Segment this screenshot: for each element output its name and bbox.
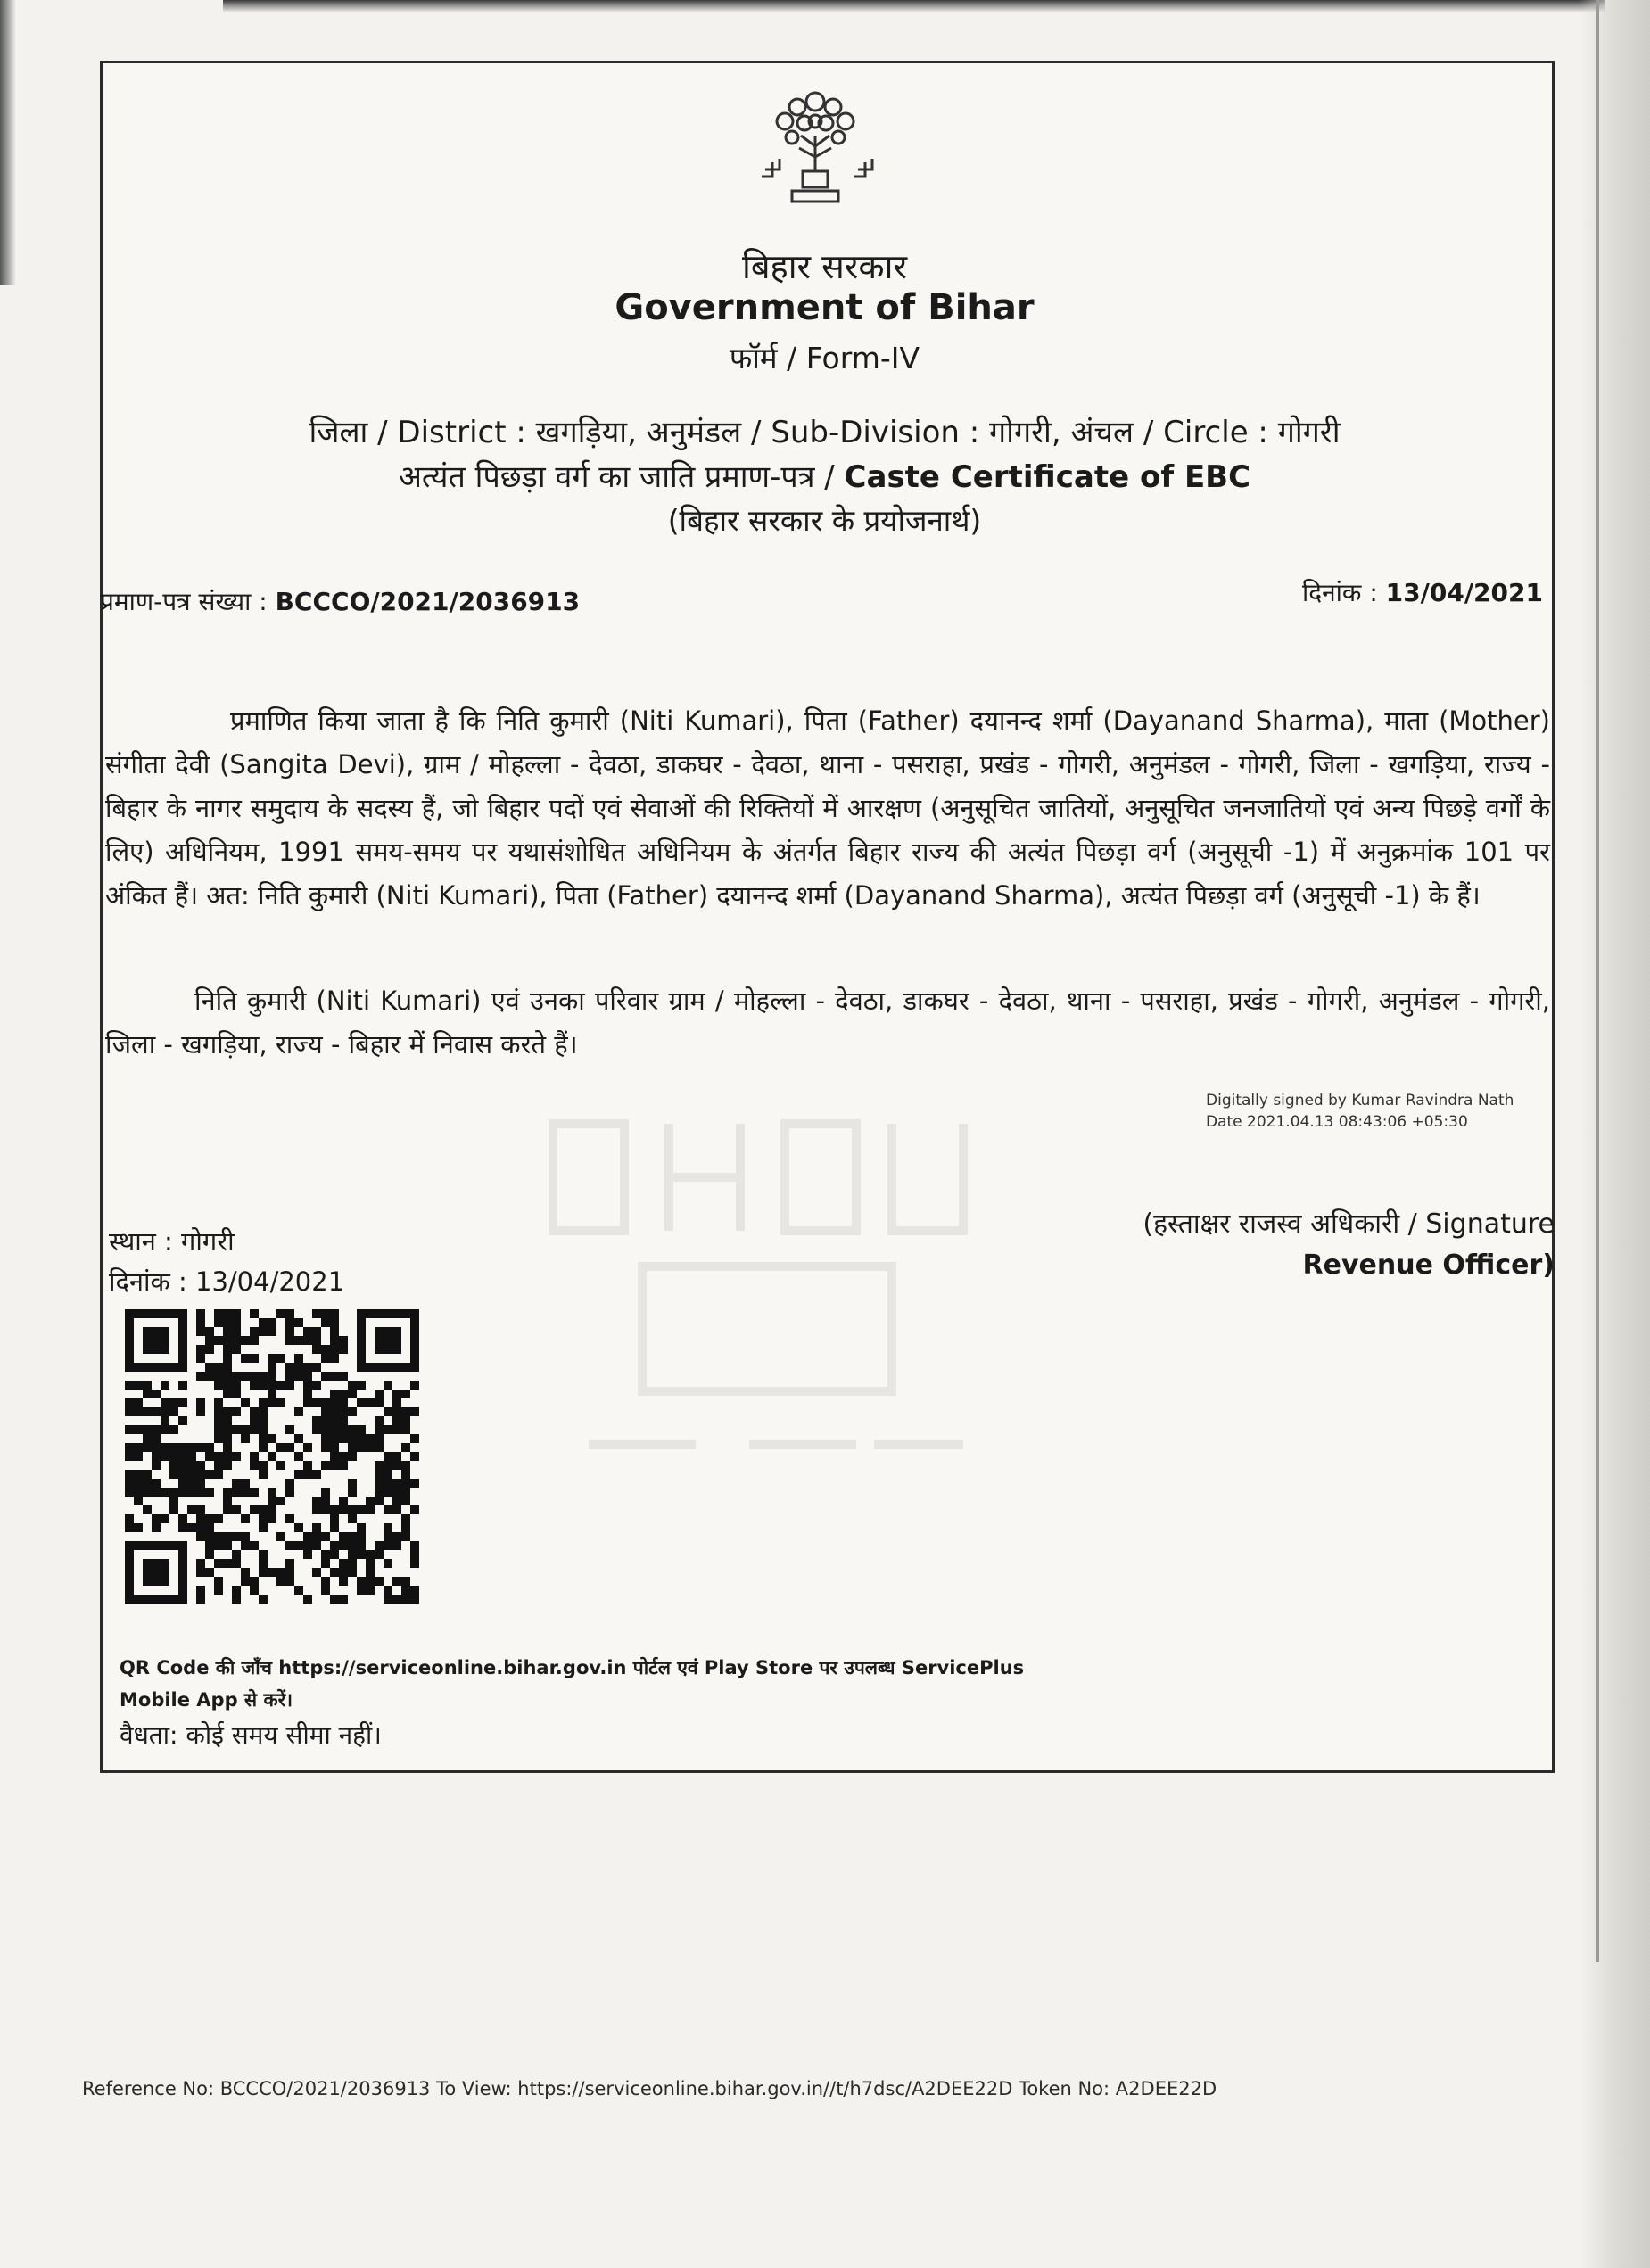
page-fold-line: [1596, 0, 1599, 1962]
location-line: [100, 410, 1549, 451]
scan-edge-top: [223, 0, 1605, 12]
subdivision-value: गोगरी,: [989, 415, 1061, 450]
place-label: स्थान : गोगरी: [109, 1226, 235, 1257]
qr-code-icon[interactable]: [125, 1309, 419, 1604]
certificate-title: [100, 455, 1549, 496]
district-label: जिला / District :: [309, 415, 526, 450]
date-label: दिनांक :: [1302, 578, 1378, 607]
govt-title-english: Government of Bihar: [615, 287, 1035, 328]
district-value: खगड़िया,: [535, 415, 637, 450]
place-date-block: [109, 1222, 344, 1302]
residence-paragraph: निति कुमारी (Niti Kumari) एवं उनका परिवार ग्राम / मोहल्ला - देवठा, डाकघर - देवठा, थाना - पसराहा, प्रखंड - गोगरी, अनुमंडल - गोगरी, जिला - खगड़िया, राज्य - बिहार में निवास करते हैं।: [105, 986, 1550, 1060]
issue-date-label: दिनांक : 13/04/2021: [109, 1266, 345, 1297]
subdivision-label: अनुमंडल / Sub-Division :: [646, 415, 980, 450]
govt-title-hindi: बिहार सरकार: [742, 247, 907, 286]
purpose-line: (बिहार सरकार के प्रयोजनार्थ): [667, 503, 982, 538]
qr-note-line-2: Mobile App से करें।: [120, 1689, 293, 1711]
reference-line: Reference No: BCCCO/2021/2036913 To View: https://serviceonline.bihar.gov.in//t/h7dsc/A2DEE22D Token No: A2DEE22D: [82, 2078, 1217, 2099]
certificate-title-english: Caste Certificate of EBC: [844, 459, 1251, 495]
signature-block: [1017, 1204, 1555, 1286]
circle-label: अंचल / Circle :: [1070, 415, 1268, 450]
signature-line-2: Revenue Officer): [1302, 1249, 1555, 1281]
qr-note-line-1: QR Code की जाँच https://serviceonline.bihar.gov.in पोर्टल एवं Play Store पर उपलब्ध ServicePlus: [120, 1657, 1025, 1678]
digital-signature-signer: Digitally signed by Kumar Ravindra Nath: [1206, 1092, 1514, 1109]
digital-signature: [1206, 1090, 1514, 1133]
validity-note: वैधता: कोई समय सीमा नहीं।: [120, 1720, 382, 1750]
bodhi-tree-emblem-icon: [747, 82, 883, 207]
watermark-emblem-icon: [535, 1088, 999, 1516]
signature-line-1: (हस्ताक्षर राजस्व अधिकारी / Signature: [1143, 1208, 1555, 1240]
circle-value: गोगरी: [1277, 415, 1341, 450]
date-value: 13/04/2021: [1385, 578, 1543, 607]
qr-verification-note: [120, 1652, 1101, 1716]
cert-no-label: प्रमाण-पत्र संख्या :: [100, 587, 268, 616]
cert-no-value: BCCCO/2021/2036913: [275, 587, 581, 616]
certificate-date: [1302, 575, 1543, 609]
scan-edge-right: [1579, 0, 1650, 2268]
form-label: फॉर्म / Form-IV: [729, 341, 920, 375]
certification-paragraph: प्रमाणित किया जाता है कि निति कुमारी (Niti Kumari), पिता (Father) दयानन्द शर्मा (Dayanand Sharma), माता (Mother) संगीता देवी (Sangita Devi), ग्राम / मोहल्ला - देवठा, डाकघर - देवठा, थाना - पसराहा, प्रखंड - गोगरी, अनुमंडल - गोगरी, जिला - खगड़िया, राज्य - बिहार के नागर समुदाय के सदस्य हैं, जो बिहार पदों एवं सेवाओं की रिक्तियों में आरक्षण (अनुसूचित जातियों, अनुसूचित जनजातियों एवं अन्य पिछड़े वर्गों के लिए) अधिनियम, 1991 समय-समय पर यथासंशोधित अधिनियम के अंतर्गत बिहार राज्य की अत्यंत पिछड़ा वर्ग (अनुसूची -1) में अनुक्रमांक 101 पर अंकित हैं। अत: निति कुमारी (Niti Kumari), पिता (Father) दयानन्द शर्मा (Dayanand Sharma), अत्यंत पिछड़ा वर्ग (अनुसूची -1) के हैं।: [105, 705, 1550, 911]
certificate-title-hindi: अत्यंत पिछड़ा वर्ग का जाति प्रमाण-पत्र /: [398, 459, 835, 495]
certificate-number: [100, 584, 580, 618]
scan-edge-left: [0, 0, 16, 285]
digital-signature-date: Date 2021.04.13 08:43:06 +05:30: [1206, 1113, 1468, 1131]
